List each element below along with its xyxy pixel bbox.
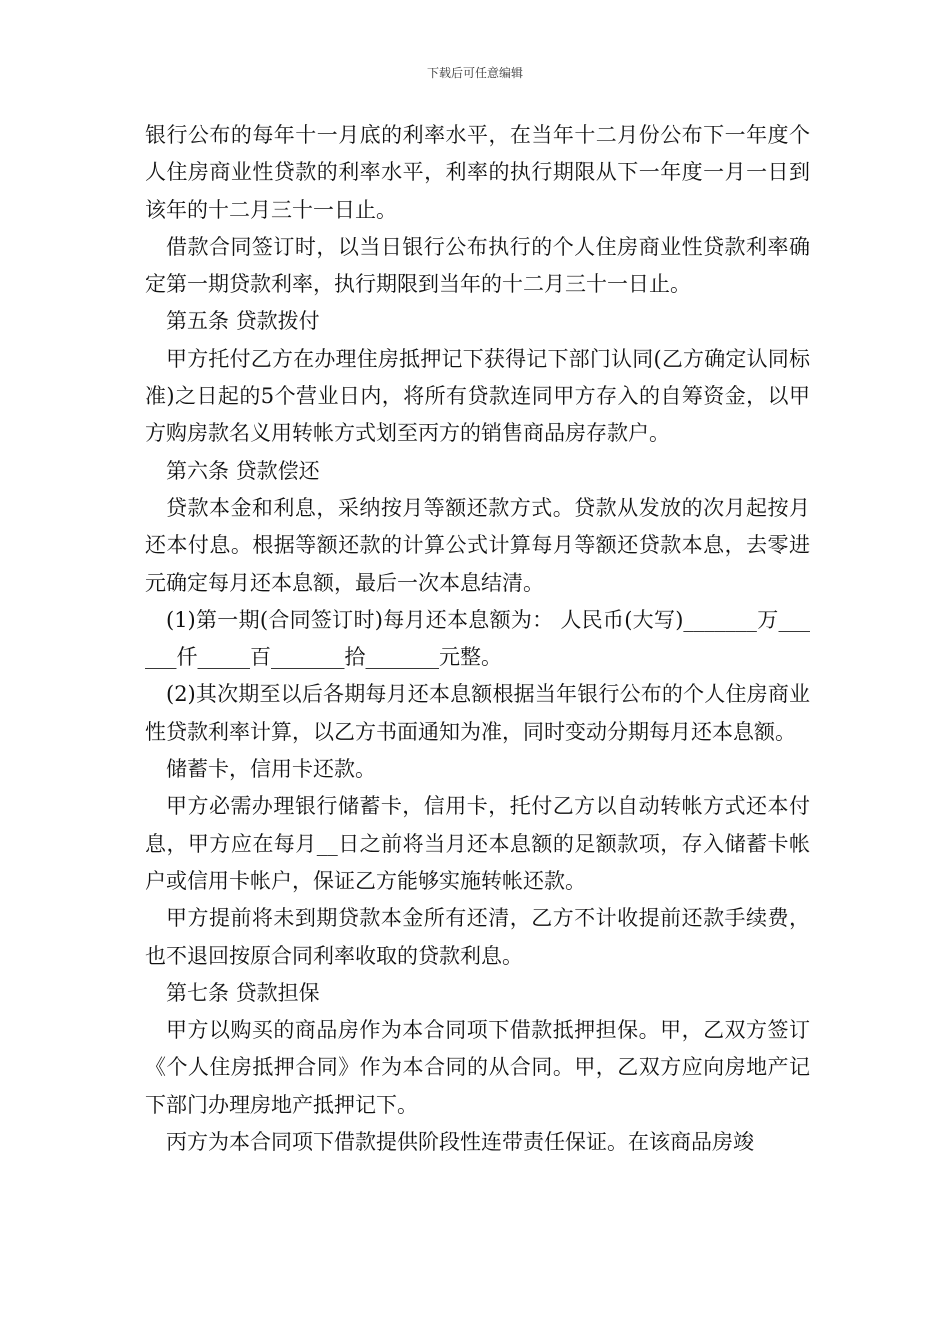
paragraph-early-repayment: 甲方提前将未到期贷款本金所有还清，乙方不计收提前还款手续费，也不退回按原合同利率收取的贷款利息。 xyxy=(145,906,810,968)
paragraph-joint-liability: 丙方为本合同项下借款提供阶段性连带责任保证。在该商品房竣 xyxy=(166,1130,754,1155)
paragraph-loan-disbursement: 甲方托付乙方在办理住房抵押记下获得记下部门认同(乙方确定认同标准)之日起的5个营业日内，将所有贷款连同甲方存入的自筹资金，以甲方购房款名义用转帐方式划至丙方的销售商品房存款户。 xyxy=(145,346,810,446)
section-heading-article-5: 第五条 贷款拨付 xyxy=(166,309,320,334)
paragraph-auto-transfer: 甲方必需办理银行储蓄卡，信用卡，托付乙方以自动转帐方式还本付息，甲方应在每月__日之前将当月还本息额的足额款项，存入储蓄卡帐户或信用卡帐户，保证乙方能够实施转帐还款。 xyxy=(145,794,810,893)
paragraph-card-repayment: 储蓄卡，信用卡还款。 xyxy=(166,757,376,782)
document-body xyxy=(145,117,810,1161)
section-heading-article-6: 第六条 贷款偿还 xyxy=(166,458,320,483)
page-header: 下载后可任意编辑 xyxy=(426,66,523,80)
paragraph-later-period-amount: (2)其次期至以后各期每月还本息额根据当年银行公布的个人住房商业性贷款利率计算，以乙方书面通知为准，同时变动分期每月还本息额。 xyxy=(145,682,810,744)
paragraph-contract-signing-rate: 借款合同签订时，以当日银行公布执行的个人住房商业性贷款利率确定第一期贷款利率，执行期限到当年的十二月三十一日止。 xyxy=(145,234,810,297)
paragraph-first-period-amount: (1)第一期(合同签订时)每月还本息额为： 人民币(大写)_______万______仟_____百_______拾_______元整。 xyxy=(145,607,810,670)
section-heading-article-7: 第七条 贷款担保 xyxy=(166,980,320,1005)
paragraph-mortgage-guarantee: 甲方以购买的商品房作为本合同项下借款抵押担保。甲，乙双方签订《个人住房抵押合同》作为本合同的从合同。甲，乙双方应向房地产记下部门办理房地产抵押记下。 xyxy=(145,1018,810,1117)
paragraph-repayment-method: 贷款本金和利息，采纳按月等额还款方式。贷款从发放的次月起按月还本付息。根据等额还款的计算公式计算每月等额还贷款本息，去零进元确定每月还本息额，最后一次本息结清。 xyxy=(145,495,810,595)
paragraph-interest-rate-continuation: 银行公布的每年十一月底的利率水平，在当年十二月份公布下一年度个人住房商业性贷款的利率水平，利率的执行期限从下一年度一月一日到该年的十二月三十一日止。 xyxy=(145,123,810,222)
